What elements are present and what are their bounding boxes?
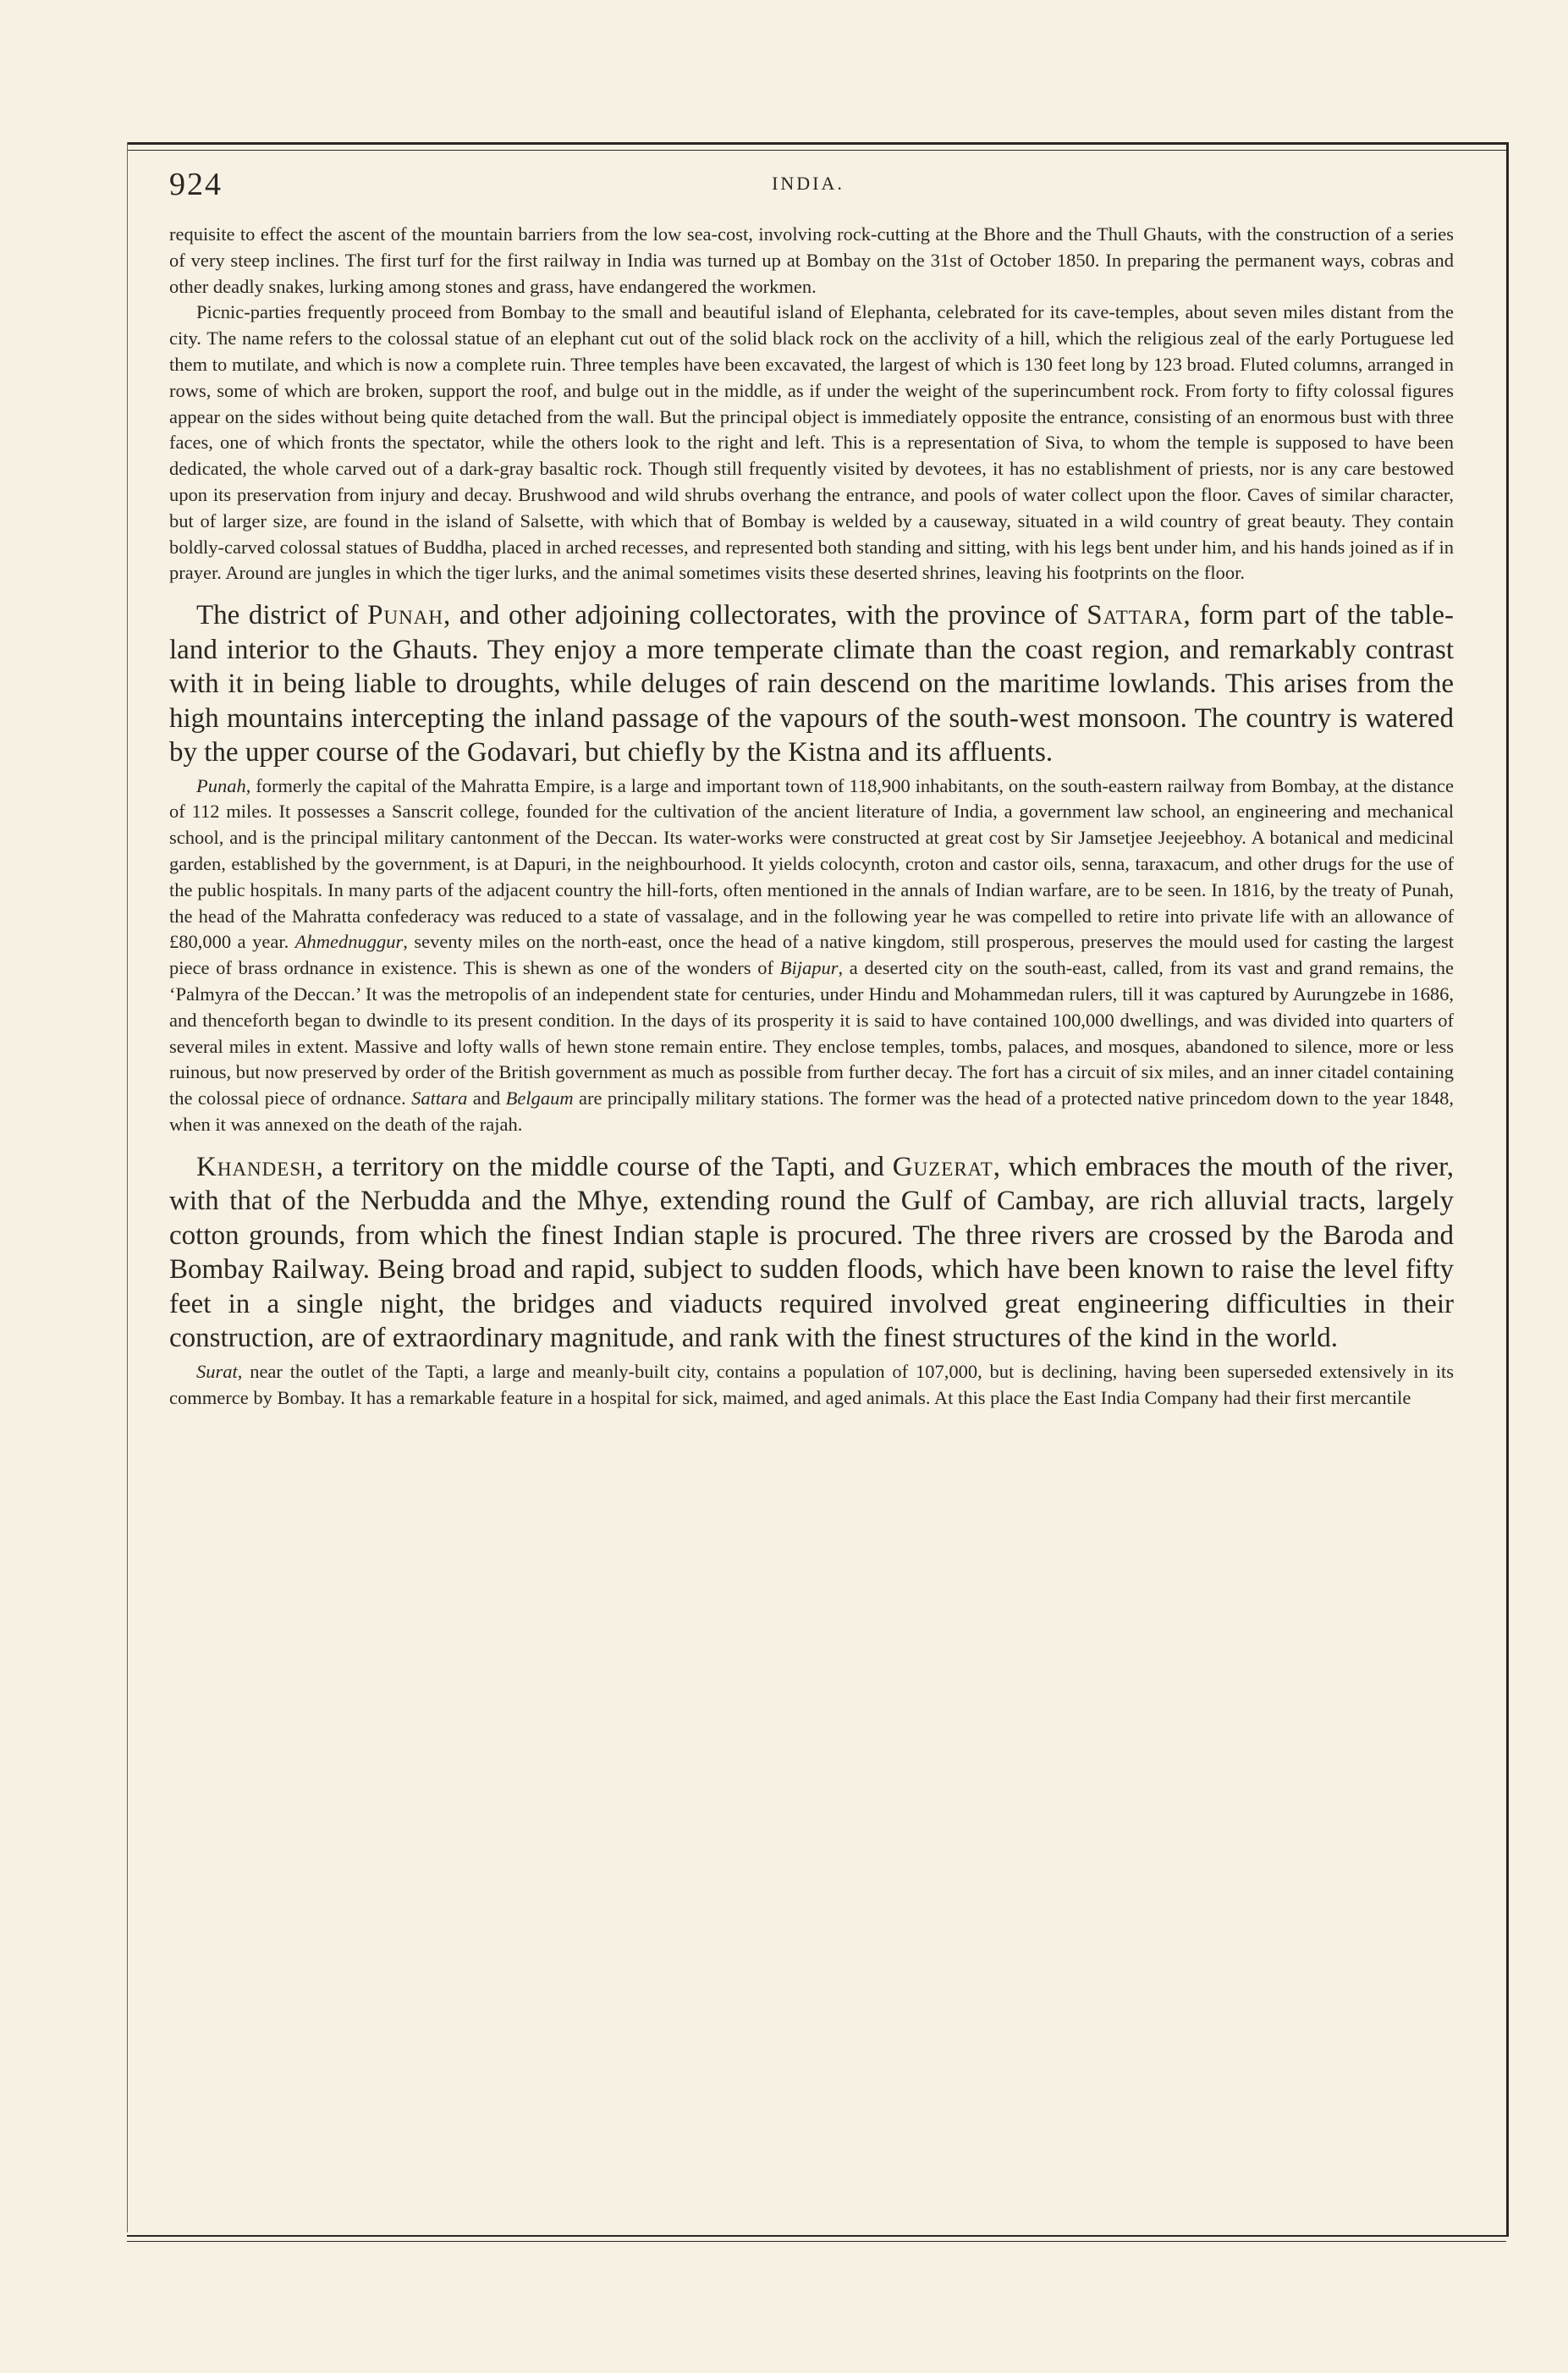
- place-surat: Surat: [196, 1360, 238, 1382]
- paragraph-punah-district: [169, 598, 1454, 770]
- place-guzerat: Guzerat: [892, 1151, 993, 1182]
- bottom-rule: [127, 2241, 1506, 2242]
- place-khandesh: Khandesh: [196, 1151, 316, 1182]
- text-run: , seventy miles on the north-east, once the head of a native kingdom, still prosperous, preserves the mould used for casting the largest piece of brass ordnance in existence. This is shewn as one of the wonders of: [169, 931, 1454, 979]
- page-number: 924: [169, 167, 223, 202]
- text-run: , and other adjoining collectorates, with the province of: [443, 600, 1087, 631]
- page-body: [169, 222, 1454, 1411]
- paragraph-punah-town: [169, 774, 1454, 1138]
- place-punah-italic: Punah: [196, 774, 246, 796]
- paragraph-khandesh: [169, 1150, 1454, 1356]
- place-belgaum: Belgaum: [505, 1087, 574, 1109]
- text-run: The district of: [196, 600, 368, 631]
- paragraph-railway: requisite to effect the ascent of the mountain barriers from the low sea-cost, involving rock-cutting at the Bhore and the Thull Ghauts, with the construction of a series of very steep inclines. The first turf for the first railway in India was turned up at Bombay on the 31st of October 1850. In preparing the permanent ways, cobras and other deadly snakes, lurking among stones and grass, have endangered the workmen.: [169, 223, 1454, 297]
- place-sattara-italic: Sattara: [411, 1087, 468, 1109]
- text-run: are principally military stations. The former was the head of a protected native princedom down to the year 1848, when it was annexed on the death of the rajah.: [169, 1087, 1455, 1136]
- paragraph-surat: [169, 1359, 1454, 1412]
- place-ahmednuggur: Ahmednuggur: [294, 931, 404, 953]
- text-run: , form part of the table-land interior to the Ghauts. They enjoy a more temperate climate than the coast region, and remarkably contrast with it in being liable to droughts, while deluges of rain descend on the maritime lowlands. This arises from the high mountains intercepting the inland passage of the vapours of the south-west monsoon. The country is watered by the upper course of the Godavari, but chiefly by the Kistna and its affluents.: [169, 600, 1454, 768]
- place-punah: Punah: [367, 600, 443, 631]
- text-run: , near the outlet of the Tapti, a large and meanly-built city, contains a population of 107,000, but is declining, having been superseded extensively in its commerce by Bombay. It has a remarkable feature in a hospital for sick, maimed, and aged animals. At this place the East India Company had their first mercantile: [169, 1360, 1454, 1408]
- place-sattara: Sattara: [1087, 600, 1184, 631]
- text-run: , which embraces the mouth of the river, with that of the Nerbudda and the Mhye, extending round the Gulf of Cambay, are rich alluvial tracts, largely cotton grounds, from which the finest Indian staple is procured. The three rivers are crossed by the Baroda and Bombay Railway. Being broad and rapid, subject to sudden floods, which have been known to raise the level fifty feet in a single night, the bridges and viaducts required involved great engineering difficulties in their construction, are of extraordinary magnitude, and rank with the finest structures of the kind in the world.: [169, 1151, 1454, 1354]
- page-header: [169, 166, 1447, 200]
- text-run: , a deserted city on the south-east, called, from its vast and grand remains, the ‘Palmyra of the Deccan.’ It was the metropolis of an independent state for centuries, under Hindu and Mohammedan rulers, till it was captured by Aurungzebe in 1686, and thenceforth began to dwindle to its present condition. In the days of its prosperity it is said to have contained 100,000 dwellings, and was divided into quarters of several miles in extent. Massive and lofty walls of hewn stone remain entire. They enclose temples, tombs, palaces, and mosques, abandoned to silence, more or less ruinous, but now preserved by order of the British government as much as possible from further decay. The fort has a circuit of six miles, and an inner citadel containing the colossal piece of ordnance.: [169, 957, 1454, 1109]
- place-bijapur: Bijapur: [779, 957, 839, 979]
- text-run: , formerly the capital of the Mahratta Empire, is a large and important town of 118,900 inhabitants, on the south-eastern railway from Bombay, at the distance of 112 miles. It possesses a Sanscrit college, founded for the cultivation of the ancient literature of India, a government law school, an engineering and mechanical school, and is the principal military cantonment of the Deccan. Its water-works were constructed at great cost by Sir Jamsetjee Jeejeebhoy. A botanical and medicinal garden, established by the government, is at Dapuri, in the neighbourhood. It yields colocynth, croton and castor oils, senna, taraxacum, and other drugs for the use of the public hospitals. In many parts of the adjacent country the hill-forts, often mentioned in the annals of Indian warfare, are to be seen. In 1816, by the treaty of Punah, the head of the Mahratta confederacy was reduced to a state of vassalage, and in the following year he was compelled to retire into private life with an allowance of £80,000 a year.: [169, 774, 1454, 953]
- page-frame-left-line: [127, 142, 129, 2233]
- paragraph-elephanta: Picnic-parties frequently proceed from Bombay to the small and beautiful island of Elephanta, celebrated for its cave-temples, about seven miles distant from the city. The name refers to the colossal statue of an elephant cut out of the solid black rock on the acclivity of a hill, which the religious zeal of the early Portuguese led them to mutilate, and which is now a complete ruin. Three temples have been excavated, the largest of which is 130 feet long by 123 broad. Fluted columns, arranged in rows, some of which are broken, support the roof, and bulge out in the middle, as if under the weight of the superincumbent rock. From forty to fifty colossal figures appear on the sides without being quite detached from the wall. But the principal object is immediately opposite the entrance, consisting of an enormous bust with three faces, one of which fronts the spectator, while the others look to the right and left. This is a representation of Siva, to whom the temple is supposed to have been dedicated, the whole carved out of a dark-gray basaltic rock. Though still frequently visited by devotees, it has no establishment of priests, nor is any care bestowed upon its preservation from injury and decay. Brushwood and wild shrubs overhang the entrance, and pools of water collect upon the floor. Caves of similar character, but of larger size, are found in the island of Salsette, with which that of Bombay is welded by a causeway, situated in a wild country of great beauty. They contain boldly-carved colossal statues of Buddha, placed in arched recesses, and represented both standing and sitting, with his legs bent under him, and his hands joined as if in prayer. Around are jungles in which the tiger lurks, and the animal sometimes visits these deserted shrines, leaving his footprints on the floor.: [169, 301, 1454, 584]
- running-title: INDIA.: [772, 173, 845, 194]
- text-run: , a territory on the middle course of the Tapti, and: [316, 1151, 893, 1182]
- text-run: and: [467, 1087, 506, 1109]
